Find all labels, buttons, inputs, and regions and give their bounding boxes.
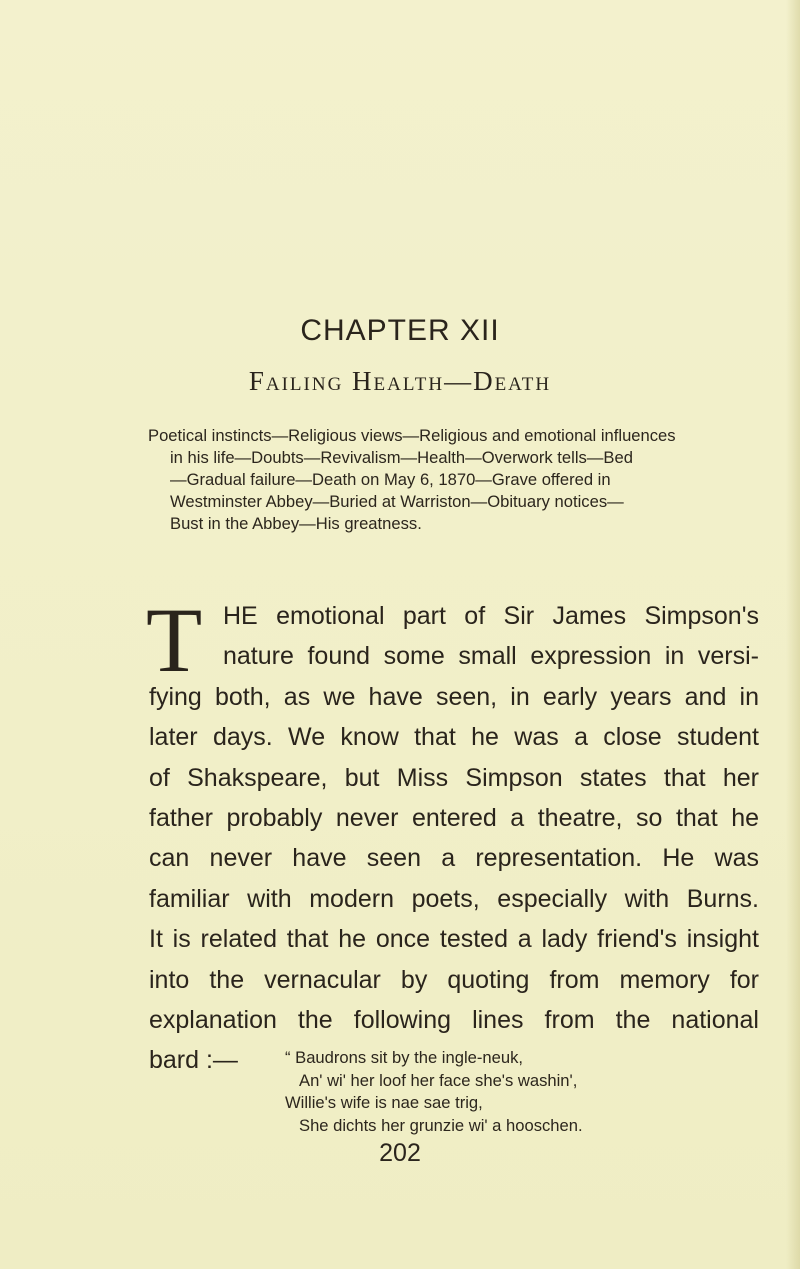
paragraph-line: explanation the following lines from the national — [149, 1006, 759, 1035]
paragraph-line: father probably never entered a theatre, so that he — [149, 804, 759, 833]
verse-line: “ Baudrons sit by the ingle-neuk, — [285, 1048, 523, 1067]
verse-quotation — [285, 1047, 745, 1137]
paragraph-line: into the vernacular by quoting from memory for — [149, 965, 759, 994]
chapter-summary — [148, 425, 758, 535]
paragraph-line: It is related that he once tested a lady friend's insight — [149, 925, 759, 954]
verse-line: She dichts her grunzie wi' a hooschen. — [299, 1115, 583, 1135]
page-edge-shadow — [786, 0, 800, 1269]
paragraph-line: nature found some small expression in versi- — [223, 642, 759, 671]
paragraph-line: HE emotional part of Sir James Simpson's — [223, 602, 759, 630]
summary-line: Poetical instincts—Religious views—Religious and emotional influences — [148, 426, 676, 445]
chapter-heading: CHAPTER XII — [300, 314, 500, 347]
paragraph-line: familiar with modern poets, especially with Burns. — [149, 884, 759, 913]
summary-line: Bust in the Abbey—His greatness. — [170, 514, 422, 533]
verse-line: Willie's wife is nae sae trig, — [285, 1093, 483, 1112]
page-number: 202 — [379, 1139, 421, 1167]
paragraph-line: fying both, as we have seen, in early years and in — [149, 682, 759, 711]
summary-line: Westminster Abbey—Buried at Warriston—Obituary notices— — [170, 492, 624, 511]
drop-cap: T — [146, 589, 203, 691]
paragraph-line: bard :— — [149, 1046, 238, 1075]
paragraph-line: of Shakspeare, but Miss Simpson states that her — [149, 763, 759, 792]
paragraph-line: can never have seen a representation. He was — [149, 844, 759, 873]
summary-line: —Gradual failure—Death on May 6, 1870—Grave offered in — [170, 470, 611, 489]
body-paragraph — [149, 596, 759, 1081]
chapter-title — [0, 366, 800, 397]
chapter-title-text: Failing Health—Death — [248, 366, 552, 396]
paragraph-line: later days. We know that he was a close student — [149, 723, 759, 752]
summary-line: in his life—Doubts—Revivalism—Health—Overwork tells—Bed — [170, 448, 633, 467]
verse-line: An' wi' her loof her face she's washin', — [299, 1070, 578, 1090]
